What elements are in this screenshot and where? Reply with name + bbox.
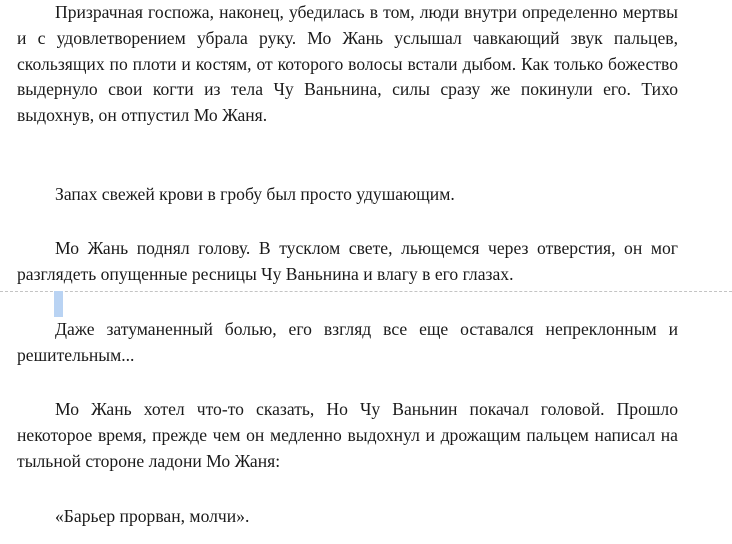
page-break-line (0, 291, 732, 292)
paragraph-3: Мо Жань поднял голову. В тусклом свете, льющемся через отверстия, он мог разглядеть опущенные ресницы Чу Ваньнина и влагу в его глазах. (17, 238, 678, 284)
text-cursor[interactable] (54, 291, 63, 317)
paragraph-2: Запах свежей крови в гробу был просто удушающим. (55, 184, 455, 204)
paragraph-6: «Барьер прорван, молчи». (55, 506, 250, 526)
paragraph-1: Призрачная госпожа, наконец, убедилась в том, люди внутри определенно мертвы и с удовлетворением убрала руку. Мо Жань услышал чавкающий звук пальцев, скользящих по плоти и костям, от которого волосы встали дыбом. Как только божество выдернуло свои когти из тела Чу Ваньнина, силы сразу же покинули его. Тихо выдохнув, он отпустил Мо Жаня. (17, 2, 678, 126)
paragraph-5: Мо Жань хотел что-то сказать, Но Чу Ваньнин покачал головой. Прошло некоторое время, прежде чем он медленно выдохнул и дрожащим пальцем написал на тыльной стороне ладони Мо Жаня: (17, 399, 678, 471)
paragraph-4: Даже затуманенный болью, его взгляд все еще оставался непреклонным и решительным... (17, 319, 678, 365)
